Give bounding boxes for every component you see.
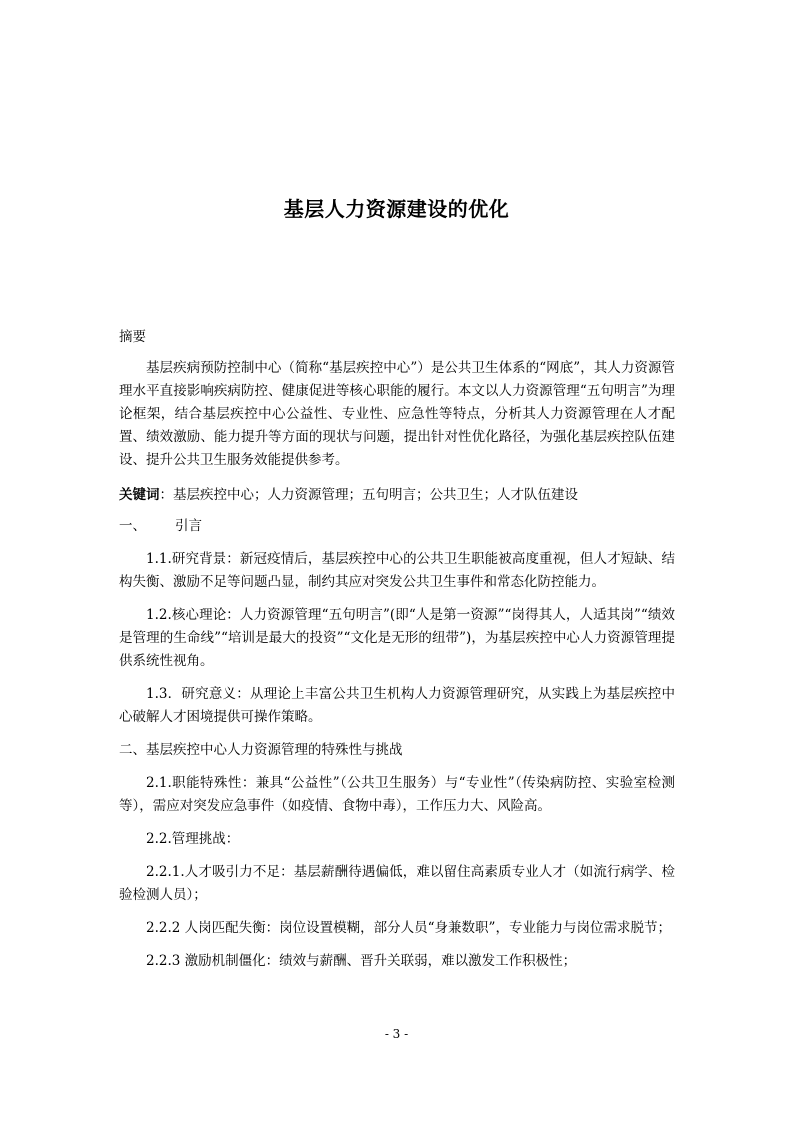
paragraph-2-2: 2.2.管理挑战： — [146, 831, 240, 847]
abstract-body: 基层疾病预防控制中心（简称“基层疾控中心”）是公共卫生体系的“网底”，其人力资源管理水平直接影响疾病防控、健康促进等核心职能的履行。本文以人力资源管理“五句明言”为理论框架，结合基层疾控中心公益性、专业性、应急性等特点，分析其人力资源管理在人才配置、绩效激励、能力提升等方面的现状与问题，提出针对性优化路径，为强化基层疾控队伍建设、提升公共卫生服务效能提供参考。 — [119, 360, 675, 468]
paragraph-1-2: 1.2.核心理论：人力资源管理“五句明言”(即“人是第一资源”“岗得其人，人适其岗”“绩效是管理的生命线”“培训是最大的投资”“文化是无形的纽带”)，为基层疾控中心人力资源管理提供系统性视角。 — [119, 607, 675, 669]
section-2-heading: 二、基层疾控中心人力资源管理的特殊性与挑战 — [119, 742, 403, 758]
paragraph-2-2-1: 2.2.1.人才吸引力不足：基层薪酬待遇偏低，难以留住高素质专业人才（如流行病学、检验检测人员）； — [119, 864, 675, 903]
document-title: 基层人力资源建设的优化 — [283, 197, 510, 221]
paragraph-1-1: 1.1.研究背景：新冠疫情后，基层疾控中心的公共卫生职能被高度重视，但人才短缺、结构失衡、激励不足等问题凸显，制约其应对突发公共卫生事件和常态化防控能力。 — [119, 551, 675, 590]
document-body — [119, 326, 675, 973]
abstract-heading: 摘要 — [119, 329, 146, 345]
paragraph-1-3: 1.3．研究意义：从理论上丰富公共卫生机构人力资源管理研究，从实践上为基层疾控中心破解人才困境提供可操作策略。 — [119, 686, 675, 725]
keywords-label: 关键词 — [119, 487, 160, 503]
section-1-title: 引言 — [175, 518, 202, 534]
section-1-number: 一、 — [119, 518, 146, 534]
paragraph-2-1: 2.1.职能特殊性：兼具“公益性”（公共卫生服务）与“专业性”（传染病防控、实验室检测等），需应对突发应急事件（如疫情、食物中毒），工作压力大、风险高。 — [119, 775, 675, 814]
keywords-text: ：基层疾控中心；人力资源管理；五句明言；公共卫生；人才队伍建设 — [159, 487, 578, 503]
paragraph-2-2-3: 2.2.3 激励机制僵化：绩效与薪酬、晋升关联弱，难以激发工作积极性； — [146, 953, 577, 969]
paragraph-2-2-2: 2.2.2 人岗匹配失衡：岗位设置模糊，部分人员“身兼数职”，专业能力与岗位需求脱节； — [146, 920, 671, 936]
keywords-line — [119, 484, 675, 507]
section-1-heading — [119, 515, 675, 538]
page-number: - 3 - — [384, 1027, 409, 1041]
